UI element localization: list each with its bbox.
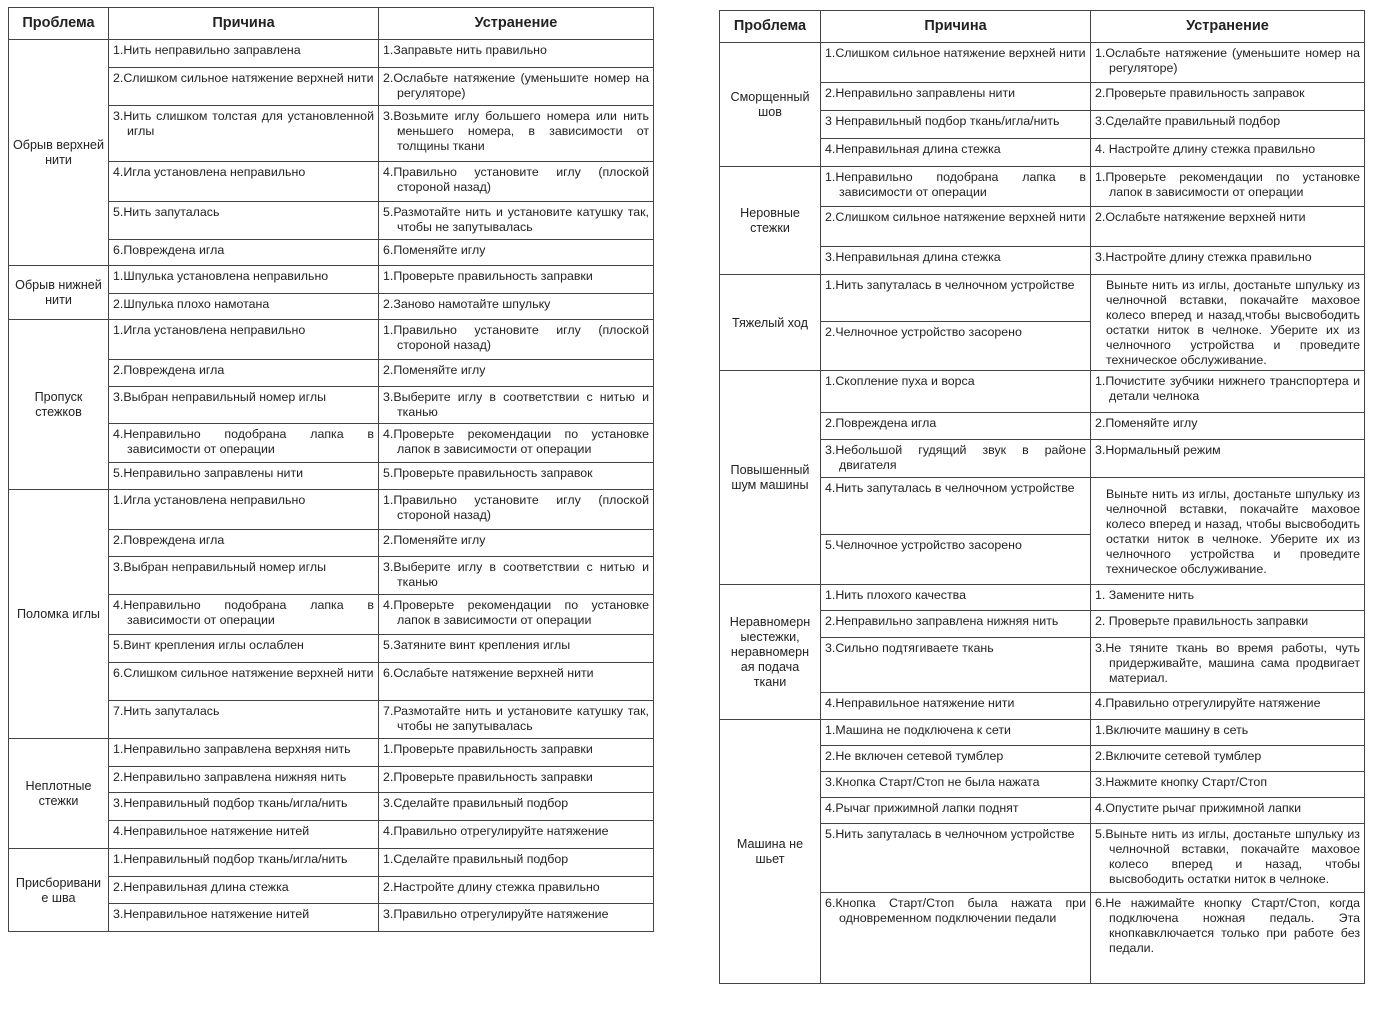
header-row [9, 8, 654, 40]
cause-cell: 1.Нить неправильно заправлена [109, 40, 379, 68]
cause-cell: 6.Повреждена игла [109, 240, 379, 266]
troubleshooting-table-right [719, 10, 1365, 984]
problem-cell: Присборивани е шва [9, 849, 109, 932]
cause-cell: 3.Выбран неправильный номер иглы [109, 557, 379, 595]
table-row [720, 371, 1365, 413]
fix-cell: 4.Правильно отрегулируйте натяжение [379, 821, 654, 849]
fix-cell: 3.Выберите иглу в соответствии с нитью и тканью [379, 557, 654, 595]
fix-cell: 3.Настройте длину стежка правильно [1091, 247, 1365, 275]
cause-cell: 3.Нить слишком толстая для установленной иглы [109, 106, 379, 162]
problem-cell: Неравномерн ыестежки, неравномерн ая подача ткани [720, 585, 821, 720]
header-fix: Устранение [1091, 11, 1365, 43]
fix-cell: 2.Включите сетевой тумблер [1091, 746, 1365, 772]
fix-cell: 3.Сделайте правильный подбор [1091, 111, 1365, 139]
cause-cell: 1.Игла установлена неправильно [109, 490, 379, 530]
fix-cell: 3.Нажмите кнопку Старт/Стоп [1091, 772, 1365, 798]
fix-cell: 1.Почистите зубчики нижнего транспортера и детали челнока [1091, 371, 1365, 413]
cause-cell: 4.Неправильно подобрана лапка в зависимости от операции [109, 424, 379, 463]
fix-cell-merged: Выньте нить из иглы, достаньте шпульку из челночной вставки, покачайте маховое колесо вперед и назад,чтобы высвободить остатки ниток в челноке. Уберите их из челночного устройства и проведите техническое обслуживание. [1091, 275, 1365, 371]
cause-cell: 3.Неправильная длина стежка [821, 247, 1091, 275]
cause-cell: 1.Слишком сильное натяжение верхней нити [821, 43, 1091, 83]
table-row [720, 585, 1365, 611]
fix-cell: 2.Ослабьте натяжение (уменьшите номер на регуляторе) [379, 68, 654, 106]
fix-cell: 2.Проверьте правильность заправки [379, 767, 654, 793]
fix-cell: 3.Сделайте правильный подбор [379, 793, 654, 821]
table-row [720, 167, 1365, 207]
fix-cell: 3.Выберите иглу в соответствии с нитью и тканью [379, 387, 654, 424]
cause-cell: 4.Неправильно подобрана лапка в зависимости от операции [109, 595, 379, 635]
fix-cell: 5.Выньте нить из иглы, достаньте шпульку из челночной вставки, покачайте маховое колесо вперед и назад, чтобы высвободить остатки ниток в челноке. [1091, 824, 1365, 893]
cause-cell: 5.Нить запуталась в челночном устройстве [821, 824, 1091, 893]
fix-cell: 4.Опустите рычаг прижимной лапки [1091, 798, 1365, 824]
table-row [9, 849, 654, 877]
fix-cell: 5.Размотайте нить и установите катушку так, чтобы не запутывалась [379, 202, 654, 240]
cause-cell: 3.Неправильное натяжение нитей [109, 904, 379, 932]
cause-cell: 2.Челночное устройство засорено [821, 321, 1091, 370]
table-row [9, 320, 654, 360]
cause-cell: 3.Неправильный подбор ткань/игла/нить [109, 793, 379, 821]
fix-cell: 2.Поменяйте иглу [1091, 413, 1365, 440]
cause-cell: 4.Рычаг прижимной лапки поднят [821, 798, 1091, 824]
problem-cell: Поломка иглы [9, 490, 109, 739]
cause-cell: 2.Неправильно заправлены нити [821, 83, 1091, 111]
problem-cell: Повышенный шум машины [720, 371, 821, 585]
fix-cell: 1.Заправьте нить правильно [379, 40, 654, 68]
header-row [720, 11, 1365, 43]
cause-cell: 1.Машина не подключена к сети [821, 720, 1091, 746]
cause-cell: 5.Винт крепления иглы ослаблен [109, 635, 379, 663]
fix-cell: 2.Ослабьте натяжение верхней нити [1091, 207, 1365, 247]
table-row [9, 739, 654, 767]
cause-cell: 4.Неправильная длина стежка [821, 139, 1091, 167]
table-row [9, 40, 654, 68]
fix-cell: 2.Поменяйте иглу [379, 530, 654, 557]
cause-cell: 2.Неправильно заправлена нижняя нить [821, 611, 1091, 638]
cause-cell: 3.Сильно подтягиваете ткань [821, 638, 1091, 693]
fix-cell: 2.Заново намотайте шпульку [379, 294, 654, 320]
fix-cell: 2.Поменяйте иглу [379, 360, 654, 387]
problem-cell: Пропуск стежков [9, 320, 109, 490]
cause-cell: 4.Нить запуталась в челночном устройстве [821, 478, 1091, 535]
fix-cell: 4.Правильно отрегулируйте натяжение [1091, 693, 1365, 720]
cause-cell: 1.Неправильно заправлена верхняя нить [109, 739, 379, 767]
cause-cell: 2.Неправильная длина стежка [109, 877, 379, 904]
fix-cell: 1.Проверьте правильность заправки [379, 266, 654, 294]
fix-cell: 1.Правильно установите иглу (плоской стороной назад) [379, 320, 654, 360]
cause-cell: 1.Скопление пуха и ворса [821, 371, 1091, 413]
cause-cell: 3.Небольшой гудящий звук в районе двигателя [821, 440, 1091, 478]
troubleshooting-table-left [8, 7, 654, 932]
fix-cell: 1.Ослабьте натяжение (уменьшите номер на регуляторе) [1091, 43, 1365, 83]
fix-cell: 1.Проверьте рекомендации по установке лапок в зависимости от операции [1091, 167, 1365, 207]
cause-cell: 5.Нить запуталась [109, 202, 379, 240]
problem-cell: Обрыв нижней нити [9, 266, 109, 320]
fix-cell: 3.Нормальный режим [1091, 440, 1365, 478]
fix-cell: 4.Проверьте рекомендации по установке лапок в зависимости от операции [379, 595, 654, 635]
table-row [720, 720, 1365, 746]
cause-cell: 1.Неправильный подбор ткань/игла/нить [109, 849, 379, 877]
cause-cell: 1.Нить плохого качества [821, 585, 1091, 611]
header-fix: Устранение [379, 8, 654, 40]
problem-cell: Неплотные стежки [9, 739, 109, 849]
fix-cell: 5.Проверьте правильность заправок [379, 463, 654, 490]
cause-cell: 2.Слишком сильное натяжение верхней нити [821, 207, 1091, 247]
cause-cell: 4.Игла установлена неправильно [109, 162, 379, 202]
problem-cell: Машина не шьет [720, 720, 821, 984]
cause-cell: 2.Повреждена игла [109, 360, 379, 387]
cause-cell: 1.Неправильно подобрана лапка в зависимости от операции [821, 167, 1091, 207]
cause-cell: 3.Выбран неправильный номер иглы [109, 387, 379, 424]
fix-cell: 1.Проверьте правильность заправки [379, 739, 654, 767]
cause-cell: 2.Повреждена игла [821, 413, 1091, 440]
fix-cell: 4. Настройте длину стежка правильно [1091, 139, 1365, 167]
fix-cell: 6.Не нажимайте кнопку Старт/Стоп, когда подключена ножная педаль. Эта кнопкавключается только при работе без педали. [1091, 893, 1365, 984]
cause-cell: 5.Неправильно заправлены нити [109, 463, 379, 490]
cause-cell: 6.Кнопка Старт/Стоп была нажата при одновременном подключении педали [821, 893, 1091, 984]
cause-cell: 4.Неправильное натяжение нитей [109, 821, 379, 849]
header-problem: Проблема [720, 11, 821, 43]
fix-cell: 4.Проверьте рекомендации по установке лапок в зависимости от операции [379, 424, 654, 463]
cause-cell: 5.Челночное устройство засорено [821, 535, 1091, 585]
problem-cell: Неровные стежки [720, 167, 821, 275]
fix-cell: 1.Правильно установите иглу (плоской стороной назад) [379, 490, 654, 530]
problem-cell: Тяжелый ход [720, 275, 821, 371]
cause-cell: 1.Игла установлена неправильно [109, 320, 379, 360]
cause-cell: 3 Неправильный подбор ткань/игла/нить [821, 111, 1091, 139]
cause-cell: 7.Нить запуталась [109, 701, 379, 739]
cause-cell: 4.Неправильное натяжение нити [821, 693, 1091, 720]
fix-cell: 1.Включите машину в сеть [1091, 720, 1365, 746]
fix-cell: 2. Проверьте правильность заправки [1091, 611, 1365, 638]
fix-cell: 4.Правильно установите иглу (плоской стороной назад) [379, 162, 654, 202]
problem-cell: Сморщенный шов [720, 43, 821, 167]
cause-cell: 3.Кнопка Старт/Стоп не была нажата [821, 772, 1091, 798]
cause-cell: 2.Не включен сетевой тумблер [821, 746, 1091, 772]
header-cause: Причина [821, 11, 1091, 43]
cause-cell: 1.Нить запуталась в челночном устройстве [821, 275, 1091, 322]
fix-cell: 5.Затяните винт крепления иглы [379, 635, 654, 663]
header-cause: Причина [109, 8, 379, 40]
problem-cell: Обрыв верхней нити [9, 40, 109, 266]
right-body [720, 43, 1365, 984]
fix-cell: 1.Сделайте правильный подбор [379, 849, 654, 877]
fix-cell: 3.Правильно отрегулируйте натяжение [379, 904, 654, 932]
table-row [9, 490, 654, 530]
cause-cell: 2.Слишком сильное натяжение верхней нити [109, 68, 379, 106]
fix-cell-merged: Выньте нить из иглы, достаньте шпульку из челночной вставки, покачайте маховое колесо вперед и назад, чтобы высвободить остатки ниток в челноке. Уберите их из челночного устройства и проведите техническое обслуживание. [1091, 478, 1365, 585]
fix-cell: 3.Возьмите иглу большего номера или нить меньшего номера, в зависимости от толщины ткани [379, 106, 654, 162]
cause-cell: 2.Повреждена игла [109, 530, 379, 557]
fix-cell: 1. Замените нить [1091, 585, 1365, 611]
header-problem: Проблема [9, 8, 109, 40]
fix-cell: 6.Ослабьте натяжение верхней нити [379, 663, 654, 701]
fix-cell: 7.Размотайте нить и установите катушку так, чтобы не запутывалась [379, 701, 654, 739]
cause-cell: 2.Шпулька плохо намотана [109, 294, 379, 320]
table-row [720, 275, 1365, 322]
fix-cell: 2.Настройте длину стежка правильно [379, 877, 654, 904]
fix-cell: 2.Проверьте правильность заправок [1091, 83, 1365, 111]
cause-cell: 6.Слишком сильное натяжение верхней нити [109, 663, 379, 701]
cause-cell: 1.Шпулька установлена неправильно [109, 266, 379, 294]
table-row [720, 43, 1365, 83]
fix-cell: 3.Не тяните ткань во время работы, чуть придерживайте, машина сама продвигает материал. [1091, 638, 1365, 693]
table-row [9, 266, 654, 294]
fix-cell: 6.Поменяйте иглу [379, 240, 654, 266]
left-body [9, 40, 654, 932]
cause-cell: 2.Неправильно заправлена нижняя нить [109, 767, 379, 793]
